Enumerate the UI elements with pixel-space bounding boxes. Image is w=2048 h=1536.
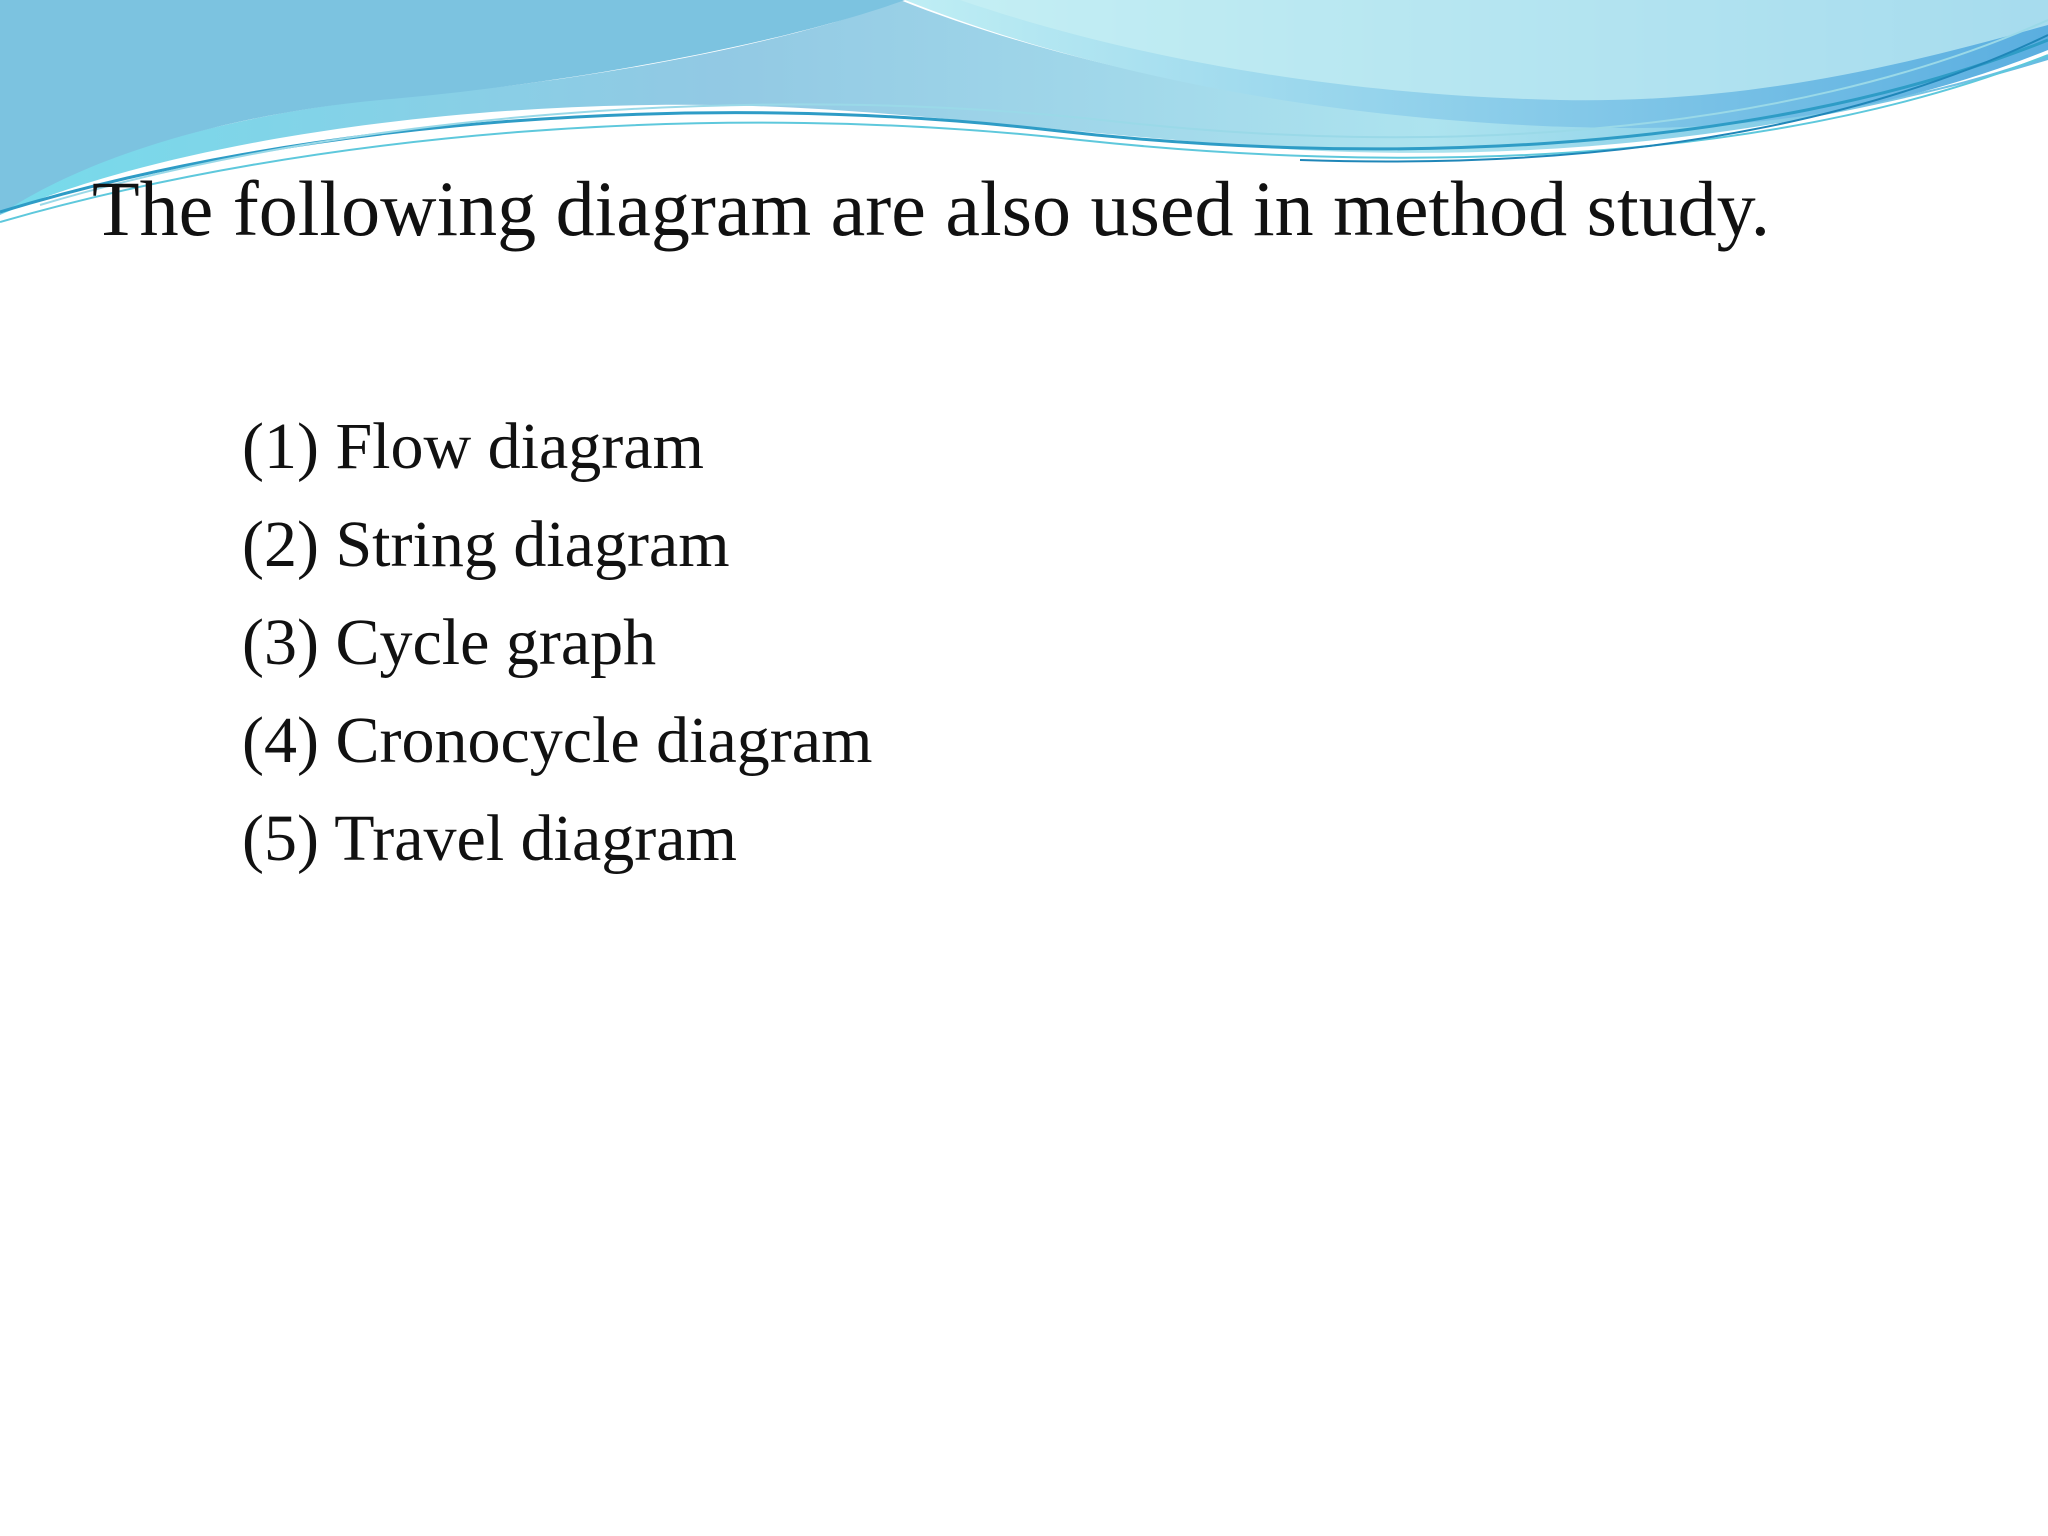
list-item: (3) Cycle graph (242, 606, 657, 679)
diagram-list (242, 398, 872, 888)
list-item: (2) String diagram (242, 508, 730, 581)
list-item: (1) Flow diagram (242, 410, 704, 483)
list-item: (4) Cronocycle diagram (242, 704, 873, 777)
list-item: (5) Travel diagram (242, 802, 737, 875)
slide-title: The following diagram are also used in method study. (92, 165, 1771, 252)
